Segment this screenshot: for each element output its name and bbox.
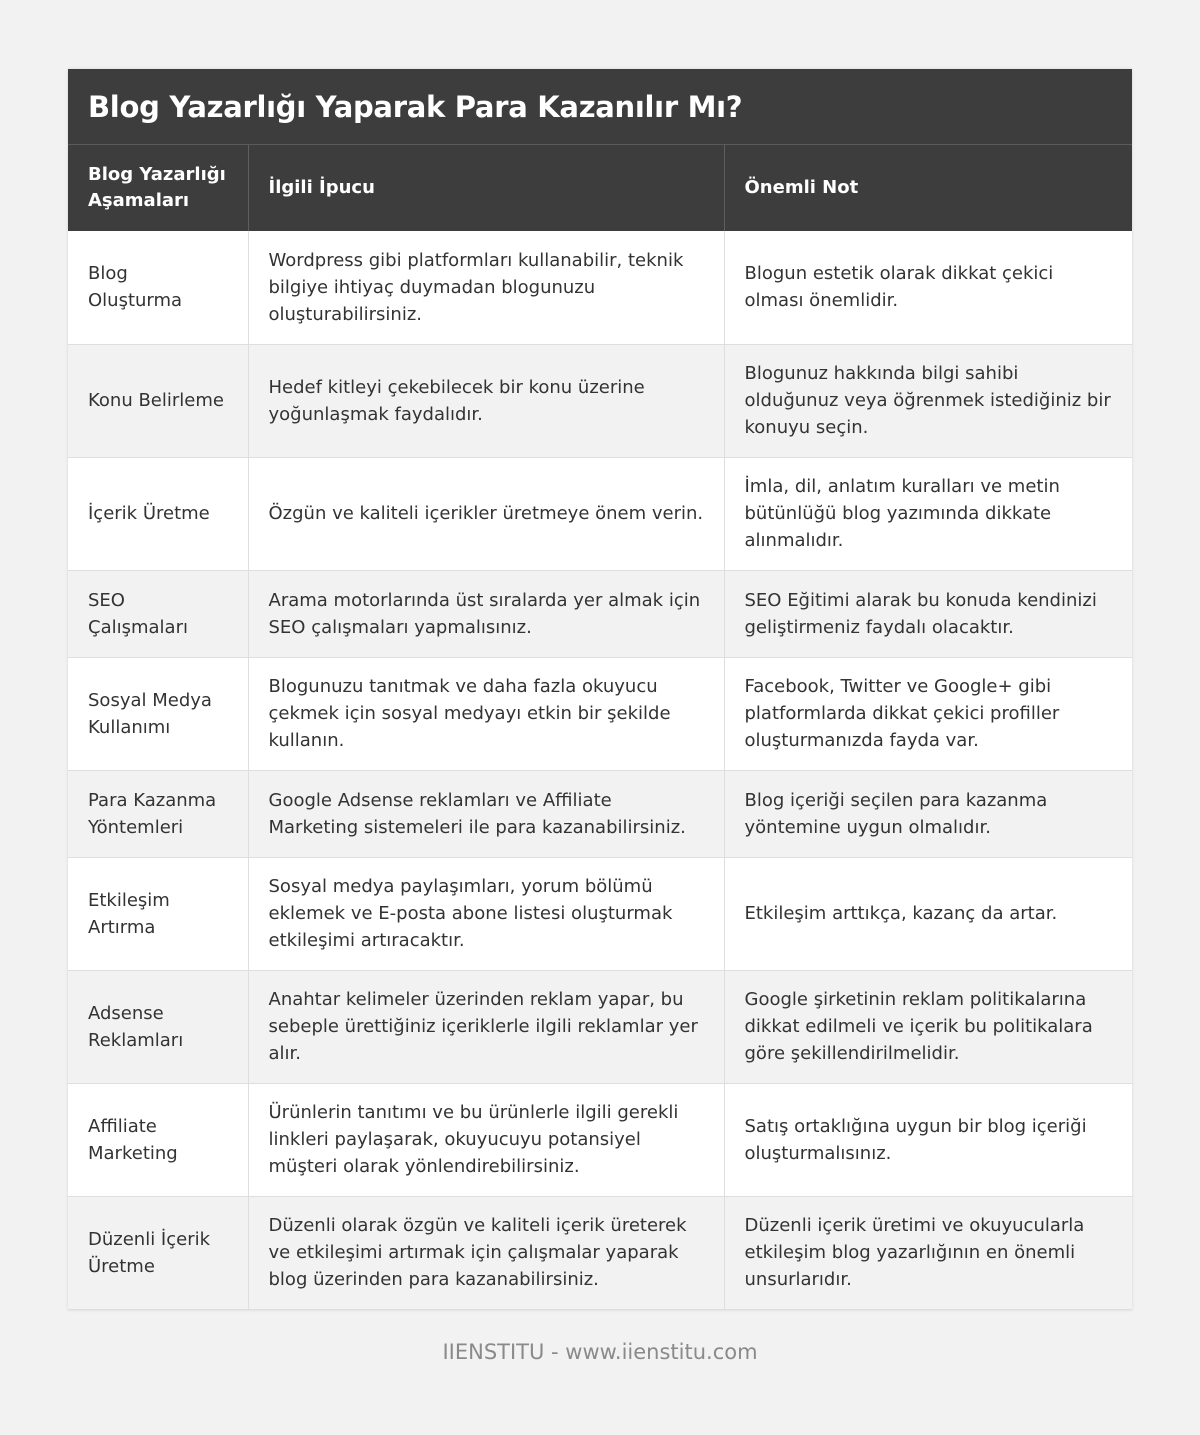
cell-tip: Sosyal medya paylaşımları, yorum bölümü eklemek ve E-posta abone listesi oluşturmak etkileşimi artıracaktır. (248, 857, 724, 970)
cell-note: Facebook, Twitter ve Google+ gibi platformlarda dikkat çekici profiller oluşturmanızda fayda var. (724, 657, 1132, 770)
table-card (68, 69, 1132, 1310)
data-table (68, 145, 1132, 1310)
column-header-tip: İlgili İpucu (248, 145, 724, 231)
cell-note: Blog içeriği seçilen para kazanma yöntemine uygun olmalıdır. (724, 770, 1132, 857)
cell-tip: Düzenli olarak özgün ve kaliteli içerik üreterek ve etkileşimi artırmak için çalışmalar yaparak blog üzerinden para kazanabilirsiniz. (248, 1196, 724, 1309)
cell-stage: Konu Belirleme (68, 344, 248, 457)
cell-stage: Affiliate Marketing (68, 1083, 248, 1196)
table-row (68, 857, 1132, 970)
cell-note: SEO Eğitimi alarak bu konuda kendinizi geliştirmeniz faydalı olacaktır. (724, 570, 1132, 657)
cell-tip: Wordpress gibi platformları kullanabilir, teknik bilgiye ihtiyaç duymadan blogunuzu oluşturabilirsiniz. (248, 231, 724, 344)
cell-note: İmla, dil, anlatım kuralları ve metin bütünlüğü blog yazımında dikkate alınmalıdır. (724, 457, 1132, 570)
title-bar (68, 69, 1132, 145)
cell-stage: Adsense Reklamları (68, 970, 248, 1083)
table-row (68, 231, 1132, 344)
table-row (68, 570, 1132, 657)
page-title: Blog Yazarlığı Yaparak Para Kazanılır Mı? (88, 89, 743, 124)
table-row (68, 344, 1132, 457)
cell-note: Satış ortaklığına uygun bir blog içeriği oluşturmalısınız. (724, 1083, 1132, 1196)
cell-stage: Düzenli İçerik Üretme (68, 1196, 248, 1309)
footer-credit: IIENSTITU - www.iienstitu.com (442, 1340, 758, 1364)
cell-tip: Anahtar kelimeler üzerinden reklam yapar, bu sebeple ürettiğiniz içeriklerle ilgili reklamlar yer alır. (248, 970, 724, 1083)
cell-tip: Google Adsense reklamları ve Affiliate Marketing sistemeleri ile para kazanabilirsiniz. (248, 770, 724, 857)
table-header-row (68, 145, 1132, 231)
column-header-stage: Blog Yazarlığı Aşamaları (68, 145, 248, 231)
table-row (68, 1083, 1132, 1196)
cell-stage: SEO Çalışmaları (68, 570, 248, 657)
cell-stage: Blog Oluşturma (68, 231, 248, 344)
cell-note: Etkileşim arttıkça, kazanç da artar. (724, 857, 1132, 970)
table-row (68, 770, 1132, 857)
cell-note: Google şirketinin reklam politikalarına dikkat edilmeli ve içerik bu politikalara göre şekillendirilmelidir. (724, 970, 1132, 1083)
cell-stage: Sosyal Medya Kullanımı (68, 657, 248, 770)
cell-note: Blogunuz hakkında bilgi sahibi olduğunuz veya öğrenmek istediğiniz bir konuyu seçin. (724, 344, 1132, 457)
cell-note: Düzenli içerik üretimi ve okuyucularla etkileşim blog yazarlığının en önemli unsurlarıdır. (724, 1196, 1132, 1309)
cell-stage: Para Kazanma Yöntemleri (68, 770, 248, 857)
cell-tip: Blogunuzu tanıtmak ve daha fazla okuyucu çekmek için sosyal medyayı etkin bir şekilde kullanın. (248, 657, 724, 770)
table-row (68, 457, 1132, 570)
cell-tip: Ürünlerin tanıtımı ve bu ürünlerle ilgili gerekli linkleri paylaşarak, okuyucuyu potansiyel müşteri olarak yönlendirebilirsiniz. (248, 1083, 724, 1196)
cell-tip: Özgün ve kaliteli içerikler üretmeye önem verin. (248, 457, 724, 570)
table-row (68, 657, 1132, 770)
column-header-note: Önemli Not (724, 145, 1132, 231)
cell-stage: Etkileşim Artırma (68, 857, 248, 970)
cell-note: Blogun estetik olarak dikkat çekici olması önemlidir. (724, 231, 1132, 344)
cell-tip: Arama motorlarında üst sıralarda yer almak için SEO çalışmaları yapmalısınız. (248, 570, 724, 657)
cell-tip: Hedef kitleyi çekebilecek bir konu üzerine yoğunlaşmak faydalıdır. (248, 344, 724, 457)
table-row (68, 1196, 1132, 1309)
table-row (68, 970, 1132, 1083)
cell-stage: İçerik Üretme (68, 457, 248, 570)
